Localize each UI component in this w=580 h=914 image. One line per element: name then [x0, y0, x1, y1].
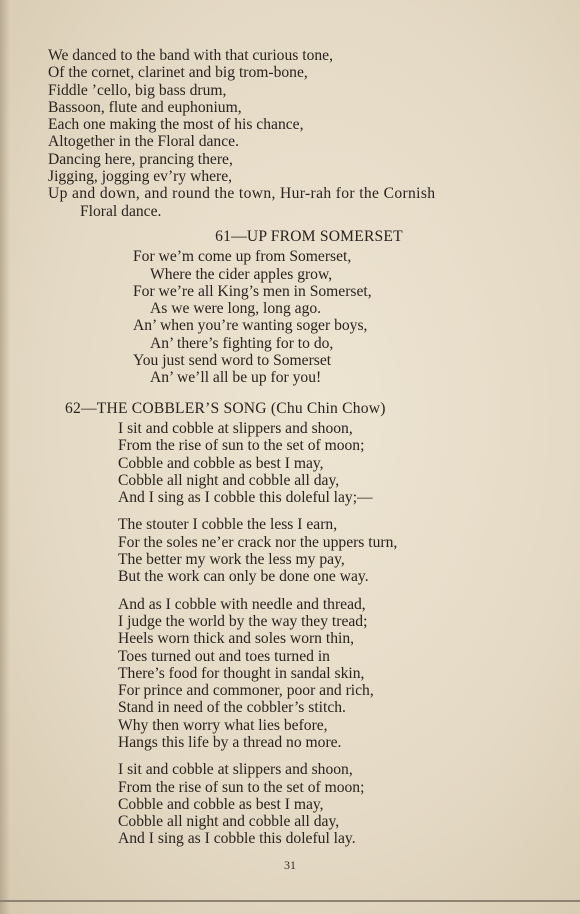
verse-line: Dancing here, prancing there, [48, 150, 233, 168]
verse-line: Up and down, and round the town, Hur-rah for the Cornish [48, 185, 436, 203]
stanza-intro [48, 47, 570, 220]
verse-line: And I sing as I cobble this doleful lay. [118, 830, 356, 848]
verse-line: Heels worn thick and soles worn thin, [118, 630, 355, 648]
verse-line: I sit and cobble at slippers and shoon, [118, 761, 353, 779]
song-62-title: 62—THE COBBLER’S SONG (Chu Chin Chow) [65, 399, 386, 417]
verse-line-continued: Floral dance. [80, 202, 162, 220]
verse-line: And as I cobble with needle and thread, [118, 595, 366, 613]
verse-line: An’ there’s fighting for to do, [150, 334, 334, 352]
verse-line: I judge the world by the way they tread; [118, 612, 368, 630]
verse-line: From the rise of sun to the set of moon; [118, 437, 365, 455]
song-62-lyrics [48, 420, 570, 848]
stanza [118, 516, 570, 585]
verse-line: You just send word to Somerset [133, 352, 332, 370]
verse-line: Of the cornet, clarinet and big trom-bone, [48, 64, 308, 82]
verse-line: For prince and commoner, poor and rich, [118, 682, 374, 700]
verse-line: Cobble and cobble as best I may, [118, 454, 324, 472]
verse-line: For the soles ne’er crack nor the uppers turn, [118, 533, 398, 551]
verse-line: The stouter I cobble the less I earn, [118, 516, 338, 534]
bottom-edge-rule [0, 900, 580, 902]
verse-line: Each one making the most of his chance, [48, 116, 304, 134]
verse-line: The better my work the less my pay, [118, 551, 345, 569]
song-61-title: 61—UP FROM SOMERSET [215, 227, 403, 245]
song-61-lyrics [48, 248, 570, 386]
page-text [48, 47, 570, 858]
verse-line: But the work can only be done one way. [118, 568, 369, 586]
verse-line: From the rise of sun to the set of moon; [118, 778, 365, 796]
stanza [118, 761, 570, 847]
verse-line: Altogether in the Floral dance. [48, 133, 239, 151]
stanza [118, 596, 570, 752]
verse-line: Cobble and cobble as best I may, [118, 795, 324, 813]
verse-line: Hangs this life by a thread no more. [118, 733, 342, 751]
verse-line: We danced to the band with that curious tone, [48, 47, 333, 64]
verse-line: For we’re all King’s men in Somerset, [133, 282, 372, 300]
verse-line: There’s food for thought in sandal skin, [118, 664, 365, 682]
verse-line: Bassoon, flute and euphonium, [48, 98, 242, 116]
verse-line: And I sing as I cobble this doleful lay;— [118, 489, 373, 507]
verse-line: Toes turned out and toes turned in [118, 647, 330, 665]
stanza [118, 420, 570, 506]
verse-line: Where the cider apples grow, [150, 265, 333, 283]
verse-line: Cobble all night and cobble all day, [118, 813, 340, 831]
verse-line: Why then worry what lies before, [118, 716, 328, 734]
page-number: 31 [284, 858, 296, 872]
verse-line: As we were long, long ago. [150, 300, 322, 318]
verse-line: I sit and cobble at slippers and shoon, [118, 419, 353, 437]
verse-line: An’ we’ll all be up for you! [150, 369, 322, 387]
verse-line: Cobble all night and cobble all day, [118, 471, 340, 489]
verse-line: Jigging, jogging ev’ry where, [48, 168, 233, 186]
verse-line: For we’m come up from Somerset, [133, 248, 352, 266]
verse-line: Stand in need of the cobbler’s stitch. [118, 699, 346, 717]
verse-line: Fiddle ’cello, big bass drum, [48, 81, 227, 99]
verse-line: An’ when you’re wanting soger boys, [133, 317, 368, 335]
